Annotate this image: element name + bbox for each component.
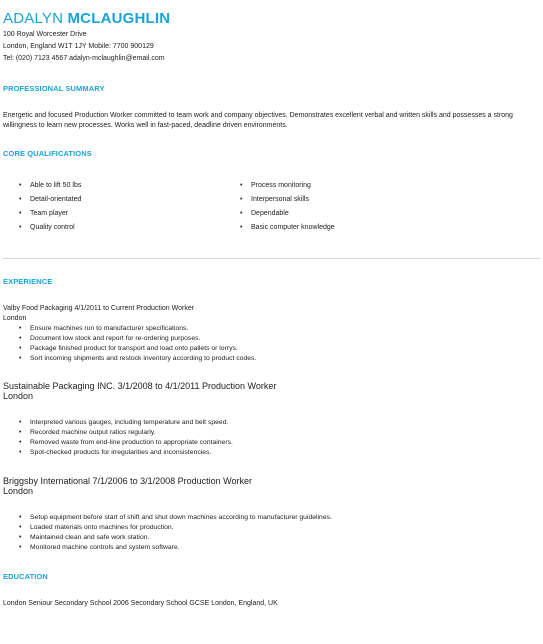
qualification-item: • Team player (19, 210, 69, 217)
summary-heading: PROFESSIONAL SUMMARY (3, 84, 105, 93)
qualification-item: • Dependable (240, 210, 289, 217)
job-duty: • Recorded machine output ratios regularly. (19, 429, 156, 436)
job-duties-list (19, 324, 257, 364)
job-duty: • Ensure machines run to manufacturer specifications. (19, 325, 189, 332)
job-duty: • Removed waste from end-line production to appropriate containers. (19, 439, 233, 446)
job-duties-list (19, 513, 332, 553)
qualification-item: • Quality control (19, 224, 75, 231)
summary-text: Energetic and focused Production Worker committed to team work and company objectives. Demonstrates excellent verbal and written skills and possesses a strong willingness to learn new processes. Works well in fast-paced, deadline driven environments. (3, 112, 513, 129)
city-mobile-line: London, England W1T 1JY Mobile: 7700 900129 (3, 43, 154, 50)
job-title-line: Sustainable Packaging INC. 3/1/2008 to 4/1/2011 Production Worker (3, 381, 277, 391)
job-duty: • Document low stock and report for re-ordering purposes. (19, 335, 201, 342)
education-entry: London Seniour Secondary School 2006 Secondary School GCSE London, England, UK (3, 600, 278, 607)
qualification-item: • Interpersonal skills (240, 196, 309, 203)
job-duty: • Loaded materials onto machines for production. (19, 524, 174, 531)
job-duty: • Setup equipment before start of shift and shut down machines according to manufacturer guidelines. (19, 514, 332, 521)
job-duty: • Maintained clean and safe work station. (19, 534, 150, 541)
education-heading: EDUCATION (3, 572, 48, 581)
qualification-item: • Process monitoring (240, 182, 311, 189)
job-duty: • Interpreted various gauges, including temperature and belt speed. (19, 419, 229, 426)
job-duty: • Monitored machine controls and system software. (19, 544, 180, 551)
job-location: London (3, 391, 34, 401)
job-location: London (3, 486, 34, 496)
first-name: ADALYN (3, 10, 64, 27)
address-line: 100 Royal Worcester Drive (3, 31, 87, 38)
qualification-item: • Detail-orientated (19, 196, 82, 203)
last-name: MCLAUGHLIN (67, 10, 171, 27)
qualification-item: • Able to lift 50 lbs (19, 182, 82, 189)
qualifications-heading: CORE QUALIFICATIONS (3, 149, 92, 158)
job-duty: • Sort incoming shipments and restock inventory according to product codes. (19, 355, 257, 362)
experience-heading: EXPERIENCE (3, 277, 53, 286)
job-location: London (3, 315, 27, 322)
phone-email-line: Tel: (020) 7123 4567 adalyn-mclaughlin@email.com (3, 55, 165, 62)
section-divider (3, 258, 540, 259)
job-duties-list (19, 418, 233, 458)
qualification-item: • Basic computer knowledge (240, 224, 335, 231)
job-title-line: Briggsby International 7/1/2006 to 3/1/2008 Production Worker (3, 476, 252, 486)
job-duty: • Package finished product for transport and load onto pallets or lorrys. (19, 345, 238, 352)
job-title-line: Valby Food Packaging 4/1/2011 to Current Production Worker (3, 305, 195, 312)
job-duty: • Spot-checked products for irregularities and inconsistencies. (19, 449, 212, 456)
candidate-name (3, 10, 170, 27)
